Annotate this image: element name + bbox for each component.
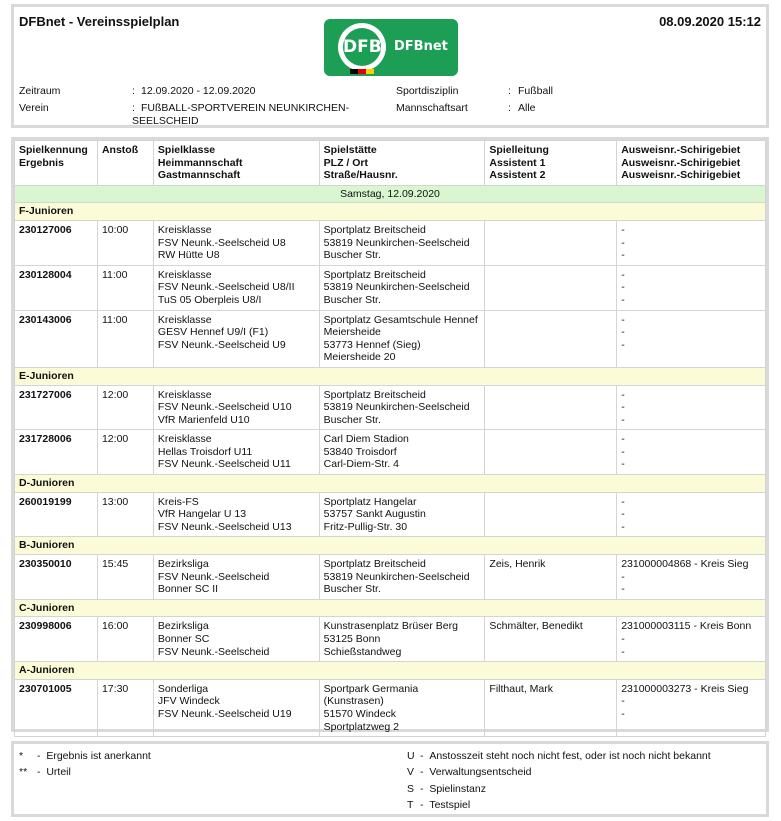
match-id (15, 679, 98, 736)
league-teams (153, 310, 319, 367)
venue-line: Sportplatz Breitscheid (323, 558, 426, 571)
kickoff-time (97, 220, 153, 265)
match-id (15, 555, 98, 600)
legend-item: * - Ergebnis ist anerkannt (19, 750, 151, 762)
venue-line: Carl-Diem-Str. 4 (323, 458, 399, 471)
league-teams-line: FSV Neunk.-Seelscheid (157, 570, 270, 583)
venue-line: Sportplatz Breitscheid (323, 223, 426, 236)
referee-ids-line: - (621, 223, 625, 236)
league-teams-line: FSV Neunk.-Seelscheid U11 (157, 458, 291, 471)
group-label: F-Junioren (15, 203, 766, 221)
venue-line: Sportplatzweg 2 (323, 720, 399, 733)
venue (319, 679, 485, 736)
table-row (15, 679, 766, 736)
logo-brand-text: DFBnet (394, 39, 448, 54)
table-row (15, 492, 766, 537)
col-header-spielstaette (319, 141, 485, 186)
league-teams (153, 430, 319, 475)
venue-line: 53757 Sankt Augustin (323, 508, 426, 521)
verein-label: Verein (19, 102, 49, 114)
officials-line: Schmälter, Benedikt (489, 620, 583, 633)
match-id (15, 310, 98, 367)
mannschaftsart-label: Mannschaftsart (396, 102, 468, 114)
legend-item: V - Verwaltungsentscheid (407, 766, 532, 778)
venue-line: Meiersheide (323, 326, 381, 339)
verein-value-line1: FUßBALL-SPORTVEREIN NEUNKIRCHEN- (141, 102, 350, 114)
venue (319, 430, 485, 475)
kickoff-time (97, 430, 153, 475)
header-line: Anstoß (101, 144, 139, 156)
referee-ids-line: - (621, 645, 625, 658)
table-row (15, 617, 766, 662)
referee-ids-line: - (621, 338, 625, 351)
verein-value-line2: SEELSCHEID (132, 115, 199, 127)
referee-ids-line: - (621, 458, 625, 471)
kickoff-time-line: 13:00 (101, 495, 129, 508)
referee-ids-line: - (621, 707, 625, 720)
referee-ids-line: - (621, 236, 625, 249)
venue-line: Carl Diem Stadion (323, 433, 409, 446)
venue-line: Fritz-Pullig-Str. 30 (323, 520, 408, 533)
legend-symbol: ** (19, 766, 28, 778)
venue-line: 53840 Troisdorf (323, 445, 397, 458)
venue-line: Kunstrasenplatz Brüser Berg (323, 620, 458, 633)
referee-ids-line: - (621, 268, 625, 281)
match-id-line: 230143006 (19, 313, 72, 326)
col-header-spielklasse (153, 141, 319, 186)
officials (485, 265, 617, 310)
group-label: E-Junioren (15, 367, 766, 385)
referee-ids-line: - (621, 495, 625, 508)
legend-text: Anstosszeit steht noch nicht fest, oder ist noch nicht bekannt (429, 750, 711, 762)
referee-ids (617, 555, 766, 600)
legend-item: T - Testspiel (407, 799, 471, 811)
table-row (15, 310, 766, 367)
match-id-line: 230998006 (19, 620, 72, 633)
header-line: Assistent 2 (489, 169, 546, 182)
venue-line: 53819 Neunkirchen-Seelscheid (323, 281, 470, 294)
league-teams-line: VfR Hangelar U 13 (157, 508, 247, 521)
venue-line: Sportplatz Hangelar (323, 495, 417, 508)
table-row (15, 430, 766, 475)
verein-colon: : (132, 102, 135, 114)
venue-line: Meiersheide 20 (323, 351, 396, 364)
referee-ids-line: - (621, 583, 625, 596)
referee-ids-line: - (621, 249, 625, 262)
officials-line: Filthaut, Mark (489, 682, 554, 695)
zeitraum-label: Zeitraum (19, 85, 61, 97)
header-line: Ausweisnr.-Schirigebiet (621, 169, 741, 182)
league-teams-line: FSV Neunk.-Seelscheid (157, 645, 270, 658)
league-teams (153, 555, 319, 600)
group-row (15, 537, 766, 555)
table-row (15, 220, 766, 265)
league-teams-line: FSV Neunk.-Seelscheid U19 (157, 707, 292, 720)
match-id-line: 231727006 (19, 388, 72, 401)
header-line: Straße/Hausnr. (323, 169, 398, 182)
league-teams (153, 385, 319, 430)
table-row (15, 265, 766, 310)
group-label: B-Junioren (15, 537, 766, 555)
kickoff-time-line: 10:00 (101, 223, 129, 236)
venue-line: (Kunstrasen) (323, 695, 384, 708)
legend-text: Spielinstanz (429, 783, 486, 795)
venue-line: Sportplatz Breitscheid (323, 268, 426, 281)
league-teams-line: FSV Neunk.-Seelscheid U13 (157, 520, 292, 533)
league-teams-line: Sonderliga (157, 682, 209, 695)
match-id (15, 265, 98, 310)
referee-ids (617, 220, 766, 265)
venue-line: Schießstandweg (323, 645, 402, 658)
kickoff-time-line: 15:45 (101, 558, 129, 571)
table-header-row (15, 141, 766, 186)
venue (319, 617, 485, 662)
venue-line: Buscher Str. (323, 293, 381, 306)
league-teams-line: Bezirksliga (157, 620, 209, 633)
legend-item: U - Anstosszeit steht noch nicht fest, oder ist noch nicht bekannt (407, 750, 711, 762)
sportdisziplin-label: Sportdisziplin (396, 85, 459, 97)
league-teams-line: Kreisklasse (157, 223, 212, 236)
zeitraum-value: 12.09.2020 - 12.09.2020 (141, 85, 256, 97)
kickoff-time-line: 11:00 (101, 313, 128, 326)
venue-line: Buscher Str. (323, 249, 381, 262)
kickoff-time-line: 11:00 (101, 268, 128, 281)
kickoff-time (97, 265, 153, 310)
kickoff-time (97, 492, 153, 537)
referee-ids-line: - (621, 508, 625, 521)
kickoff-time-line: 12:00 (101, 388, 129, 401)
officials (485, 430, 617, 475)
sportdisziplin-colon: : (508, 85, 511, 97)
dfb-monogram: DFB (343, 37, 382, 57)
league-teams-line: FSV Neunk.-Seelscheid U8/II (157, 281, 295, 294)
league-teams (153, 492, 319, 537)
officials (485, 220, 617, 265)
legend-item: ** - Urteil (19, 766, 71, 778)
kickoff-time (97, 385, 153, 430)
match-id (15, 385, 98, 430)
league-teams-line: JFV Windeck (157, 695, 220, 708)
group-row (15, 203, 766, 221)
day-row (15, 185, 766, 203)
referee-ids (617, 430, 766, 475)
match-id-line: 230350010 (19, 558, 72, 571)
league-teams-line: FSV Neunk.-Seelscheid U10 (157, 401, 292, 414)
legend-text: Urteil (46, 766, 71, 778)
kickoff-time (97, 617, 153, 662)
referee-ids-line: 231000004868 - Kreis Sieg (621, 558, 749, 571)
mannschaftsart-value: Alle (518, 102, 536, 114)
match-id (15, 220, 98, 265)
group-row (15, 367, 766, 385)
league-teams-line: Kreisklasse (157, 433, 212, 446)
league-teams (153, 617, 319, 662)
group-label: D-Junioren (15, 475, 766, 493)
group-row (15, 662, 766, 680)
match-id (15, 492, 98, 537)
legend-symbol: T (407, 799, 414, 811)
referee-ids-line: - (621, 401, 625, 414)
league-teams-line: GESV Hennef U9/I (F1) (157, 326, 269, 339)
header-line: Ausweisnr.-Schirigebiet (621, 156, 741, 169)
schedule-panel (11, 137, 769, 732)
league-teams (153, 265, 319, 310)
referee-ids (617, 679, 766, 736)
col-header-ausweisnr (617, 141, 766, 186)
referee-ids-line: - (621, 433, 625, 446)
league-teams (153, 679, 319, 736)
header-line: Gastmannschaft (157, 169, 241, 182)
kickoff-time-line: 16:00 (101, 620, 129, 633)
league-teams-line: Kreis-FS (157, 495, 199, 508)
legend-text: Testspiel (429, 799, 471, 811)
referee-ids-line: 231000003115 - Kreis Bonn (621, 620, 752, 633)
report-title: DFBnet - Vereinsspielplan (19, 14, 180, 29)
venue-line: Buscher Str. (323, 413, 381, 426)
venue-line: 53773 Hennef (Sieg) (323, 338, 421, 351)
league-teams-line: Kreisklasse (157, 268, 212, 281)
venue (319, 385, 485, 430)
referee-ids-line: - (621, 326, 625, 339)
table-row (15, 555, 766, 600)
referee-ids-line: - (621, 313, 625, 326)
venue (319, 555, 485, 600)
venue-line: 53125 Bonn (323, 633, 381, 645)
group-row (15, 475, 766, 493)
venue-line: Sportplatz Gesamtschule Hennef (323, 313, 478, 326)
league-teams-line: Bezirksliga (157, 558, 209, 571)
legend-symbol: U (407, 750, 415, 762)
league-teams-line: Bonner SC II (157, 583, 219, 596)
match-id (15, 430, 98, 475)
col-header-spielleitung (485, 141, 617, 186)
kickoff-time-line: 12:00 (101, 433, 129, 446)
header-line: Spielleitung (489, 144, 549, 156)
league-teams-line: FSV Neunk.-Seelscheid U8 (157, 236, 286, 249)
match-id-line: 230128004 (19, 268, 72, 281)
referee-ids-line: - (621, 413, 625, 426)
league-teams-line: Hellas Troisdorf U11 (157, 445, 253, 458)
group-label: A-Junioren (15, 662, 766, 680)
kickoff-time-line: 17:30 (101, 682, 129, 695)
kickoff-time (97, 679, 153, 736)
schedule-table (14, 140, 766, 737)
venue-line: Buscher Str. (323, 583, 381, 596)
group-row (15, 599, 766, 617)
referee-ids-line: 231000003273 - Kreis Sieg (621, 682, 749, 695)
match-id-line: 260019199 (19, 495, 72, 508)
zeitraum-colon: : (132, 85, 135, 97)
header-line: Ausweisnr.-Schirigebiet (621, 144, 741, 156)
match-id-line: 230701005 (19, 682, 72, 695)
dfb-emblem-icon (338, 23, 386, 71)
referee-ids (617, 265, 766, 310)
match-id (15, 617, 98, 662)
sportdisziplin-value: Fußball (518, 85, 554, 97)
legend-text: Verwaltungsentscheid (429, 766, 532, 778)
league-teams-line: Kreisklasse (157, 388, 212, 401)
league-teams-line: RW Hütte U8 (157, 249, 220, 262)
referee-ids-line: - (621, 520, 625, 533)
venue (319, 492, 485, 537)
league-teams-line: VfR Marienfeld U10 (157, 413, 250, 426)
officials (485, 617, 617, 662)
referee-ids-line: - (621, 388, 625, 401)
referee-ids (617, 492, 766, 537)
mannschaftsart-colon: : (508, 102, 511, 114)
legend-symbol: * (19, 750, 24, 762)
col-header-spielkennung (15, 141, 98, 186)
officials (485, 679, 617, 736)
league-teams-line: Kreisklasse (157, 313, 212, 326)
kickoff-time (97, 310, 153, 367)
header-line: Assistent 1 (489, 156, 546, 169)
referee-ids-line: - (621, 293, 625, 306)
legend-symbol: S (407, 783, 415, 795)
header-line: Spielstätte (323, 144, 377, 156)
venue-line: Sportpark Germania (323, 682, 419, 695)
header-line: Ergebnis (19, 156, 64, 169)
legend-panel (11, 741, 769, 817)
officials (485, 492, 617, 537)
referee-ids-line: - (621, 445, 625, 458)
venue-line: 53819 Neunkirchen-Seelscheid (323, 236, 470, 249)
referee-ids-line: - (621, 281, 625, 294)
referee-ids-line: - (621, 695, 625, 708)
officials (485, 310, 617, 367)
day-label: Samstag, 12.09.2020 (15, 185, 766, 203)
officials-line: Zeis, Henrik (489, 558, 546, 571)
league-teams-line: TuS 05 Oberpleis U8/I (157, 293, 262, 306)
venue (319, 220, 485, 265)
match-id-line: 231728006 (19, 433, 72, 446)
officials (485, 385, 617, 430)
venue (319, 265, 485, 310)
report-header (11, 4, 769, 128)
legend-item: S - Spielinstanz (407, 783, 486, 795)
league-teams-line: Bonner SC (157, 633, 210, 645)
venue-line: 51570 Windeck (323, 707, 397, 720)
venue (319, 310, 485, 367)
match-id-line: 230127006 (19, 223, 72, 236)
league-teams (153, 220, 319, 265)
referee-ids (617, 617, 766, 662)
referee-ids-line: - (621, 570, 625, 583)
venue-line: 53819 Neunkirchen-Seelscheid (323, 401, 470, 414)
venue-line: 53819 Neunkirchen-Seelscheid (323, 570, 470, 583)
referee-ids-line: - (621, 633, 625, 645)
header-line: PLZ / Ort (323, 156, 369, 169)
legend-text: Ergebnis ist anerkannt (46, 750, 151, 762)
print-datetime: 08.09.2020 15:12 (659, 14, 761, 29)
referee-ids (617, 385, 766, 430)
table-row (15, 385, 766, 430)
group-label: C-Junioren (15, 599, 766, 617)
header-line: Spielkennung (19, 144, 88, 156)
legend-symbol: V (407, 766, 415, 778)
referee-ids (617, 310, 766, 367)
league-teams-line: FSV Neunk.-Seelscheid U9 (157, 338, 286, 351)
header-line: Heimmannschaft (157, 156, 243, 169)
kickoff-time (97, 555, 153, 600)
header-line: Spielklasse (157, 144, 216, 156)
dfbnet-logo (324, 19, 458, 76)
officials (485, 555, 617, 600)
venue-line: Sportplatz Breitscheid (323, 388, 426, 401)
flag-stripes-icon (350, 69, 374, 74)
col-header-anstoss (97, 141, 153, 186)
